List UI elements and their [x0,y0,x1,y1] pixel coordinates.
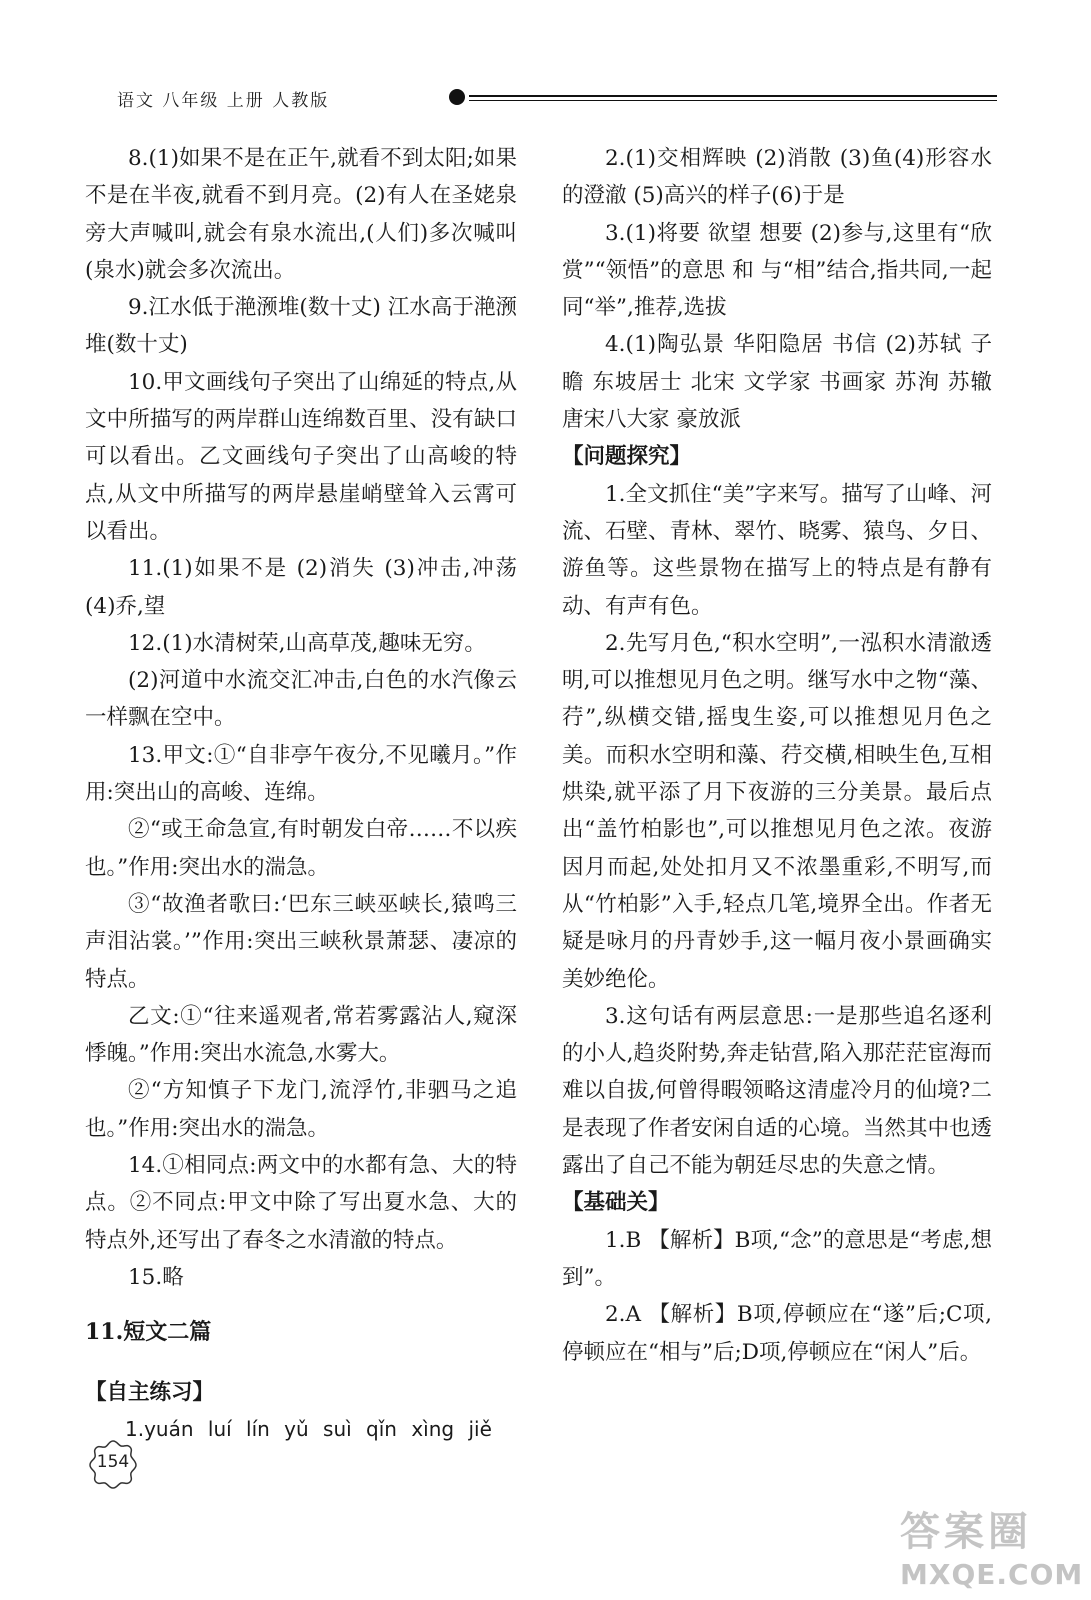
section-tag-zizhu: 【自主练习】 [85,1379,215,1405]
watermark-url: MXQE.COM [900,1558,1084,1591]
answer-13-b2: ②“方知慎子下龙门,流浮竹,非驷马之追也。”作用:突出水的湍急。 [85,1078,517,1141]
section-title: 11.短文二篇 [85,1319,212,1346]
basic-1: 1.B 【解析】B项,“念”的意思是“考虑,想到”。 [562,1227,992,1290]
section-tag-wenti: 【问题探究】 [562,444,692,470]
answer-13-a3: ③“故渔者歌曰:‘巴东三峡巫峡长,猿鸣三声泪沾裳。’”作用:突出三峡秋景萧瑟、凄凉的特点。 [85,891,517,992]
page-number: 154 [96,1452,130,1472]
pinyin-answer: 1.yuán luí lín yǔ suì qǐn xìng jiě [125,1416,492,1441]
answer-10: 10.甲文画线句子突出了山绵延的特点,从文中所描写的两岸群山连绵数百里、没有缺口可以看出。乙文画线句子突出了山高峻的特点,从文中所描写的两岸悬崖峭壁耸入云霄可以看出。 [85,369,517,544]
answer-13-a1: 13.甲文:①“自非亭午夜分,不见曦月。”作用:突出山的高峻、连绵。 [85,742,517,806]
watermark-text: 答案圈 [900,1509,1032,1555]
answer-8: 8.(1)如果不是在正午,就看不到太阳;如果不是在半夜,就看不到月亮。(2)有人在圣姥泉旁大声喊叫,就会有泉水流出,(人们)多次喊叫(泉水)就会多次流出。 [85,146,517,283]
inquiry-2: 2.先写月色,“积水空明”,一泓积水清澈透明,可以推想见月色之明。继写水中之物“藻、荇”,纵横交错,摇曳生姿,可以推想见月色之美。而积水空明和藻、荇交横,相映生色,互相烘染,就平添了月下夜游的三分美景。最后点出“盖竹柏影也”,可以推想见月色之浓。夜游因月而起,处处扣月又不浓墨重彩,不明写,而从“竹柏影”入手,轻点几笔,境界全出。作者无疑是咏月的丹青妙手,这一幅月夜小景画确实美妙绝伦。 [562,630,992,992]
answer-12-2: (2)河道中水流交汇冲击,白色的水汽像云一样飘在空中。 [85,668,517,731]
answer-9: 9.江水低于滟滪堆(数十丈) 江水高于滟滪堆(数十丈) [85,295,517,358]
answer-11: 11.(1)如果不是 (2)消失 (3)冲击,冲荡 (4)乔,望 [85,556,517,619]
answer-12-1: 12.(1)水清树荣,山高草茂,趣味无穷。 [128,630,486,656]
answer-13-a2: ②“或王命急宣,有时朝发白帝……不以疾也。”作用:突出水的湍急。 [85,817,517,880]
right-column [562,140,992,1371]
page-header [117,86,997,110]
basic-2: 2.A 【解析】B项,停顿应在“遂”后;C项,停顿应在“相与”后;D项,停顿应在“闲人”后。 [562,1302,992,1365]
page-number-badge [86,1438,140,1492]
answer-r4: 4.(1)陶弘景 华阳隐居 书信 (2)苏轼 子瞻 东坡居士 北宋 文学家 书画家 苏洵 苏辙 唐宋八大家 豪放派 [562,332,992,433]
answer-14: 14.①相同点:两文中的水都有急、大的特点。②不同点:甲文中除了写出夏水急、大的特点外,还写出了春冬之水清澈的特点。 [85,1153,517,1253]
header-bullet-icon [449,89,465,105]
watermark-logo [890,1500,1084,1595]
header-rule [469,100,997,101]
answer-13-b1: 乙文:①“往来遥观者,常若雾露沾人,窥深悸魄。”作用:突出水流急,水雾大。 [85,1003,517,1067]
header-rule [469,95,997,97]
header-title: 语文 八年级 上册 人教版 [117,91,330,111]
answer-15: 15.略 [128,1264,184,1290]
answer-r2: 2.(1)交相辉映 (2)消散 (3)鱼(4)形容水的澄澈 (5)高兴的样子(6)于是 [562,146,992,209]
section-tag-jichu: 【基础关】 [562,1190,670,1216]
answer-r3: 3.(1)将要 欲望 想要 (2)参与,这里有“欣赏”“领悟”的意思 和 与“相”结合,指共同,一起 同“举”,推荐,选拔 [562,220,992,321]
inquiry-1: 1.全文抓住“美”字来写。描写了山峰、河流、石壁、青林、翠竹、晓雾、猿鸟、夕日、游鱼等。这些景物在描写上的特点是有静有动、有声有色。 [562,481,993,619]
inquiry-3: 3.这句话有两层意思:一是那些追名逐利的小人,趋炎附势,奔走钻营,陷入那茫茫宦海而难以自拔,何曾得暇领略这清虚冷月的仙境?二是表现了作者安闲自适的心境。当然其中也透露出了自己不能为朝廷尽忠的失意之情。 [562,1003,993,1179]
left-column [85,140,517,1448]
